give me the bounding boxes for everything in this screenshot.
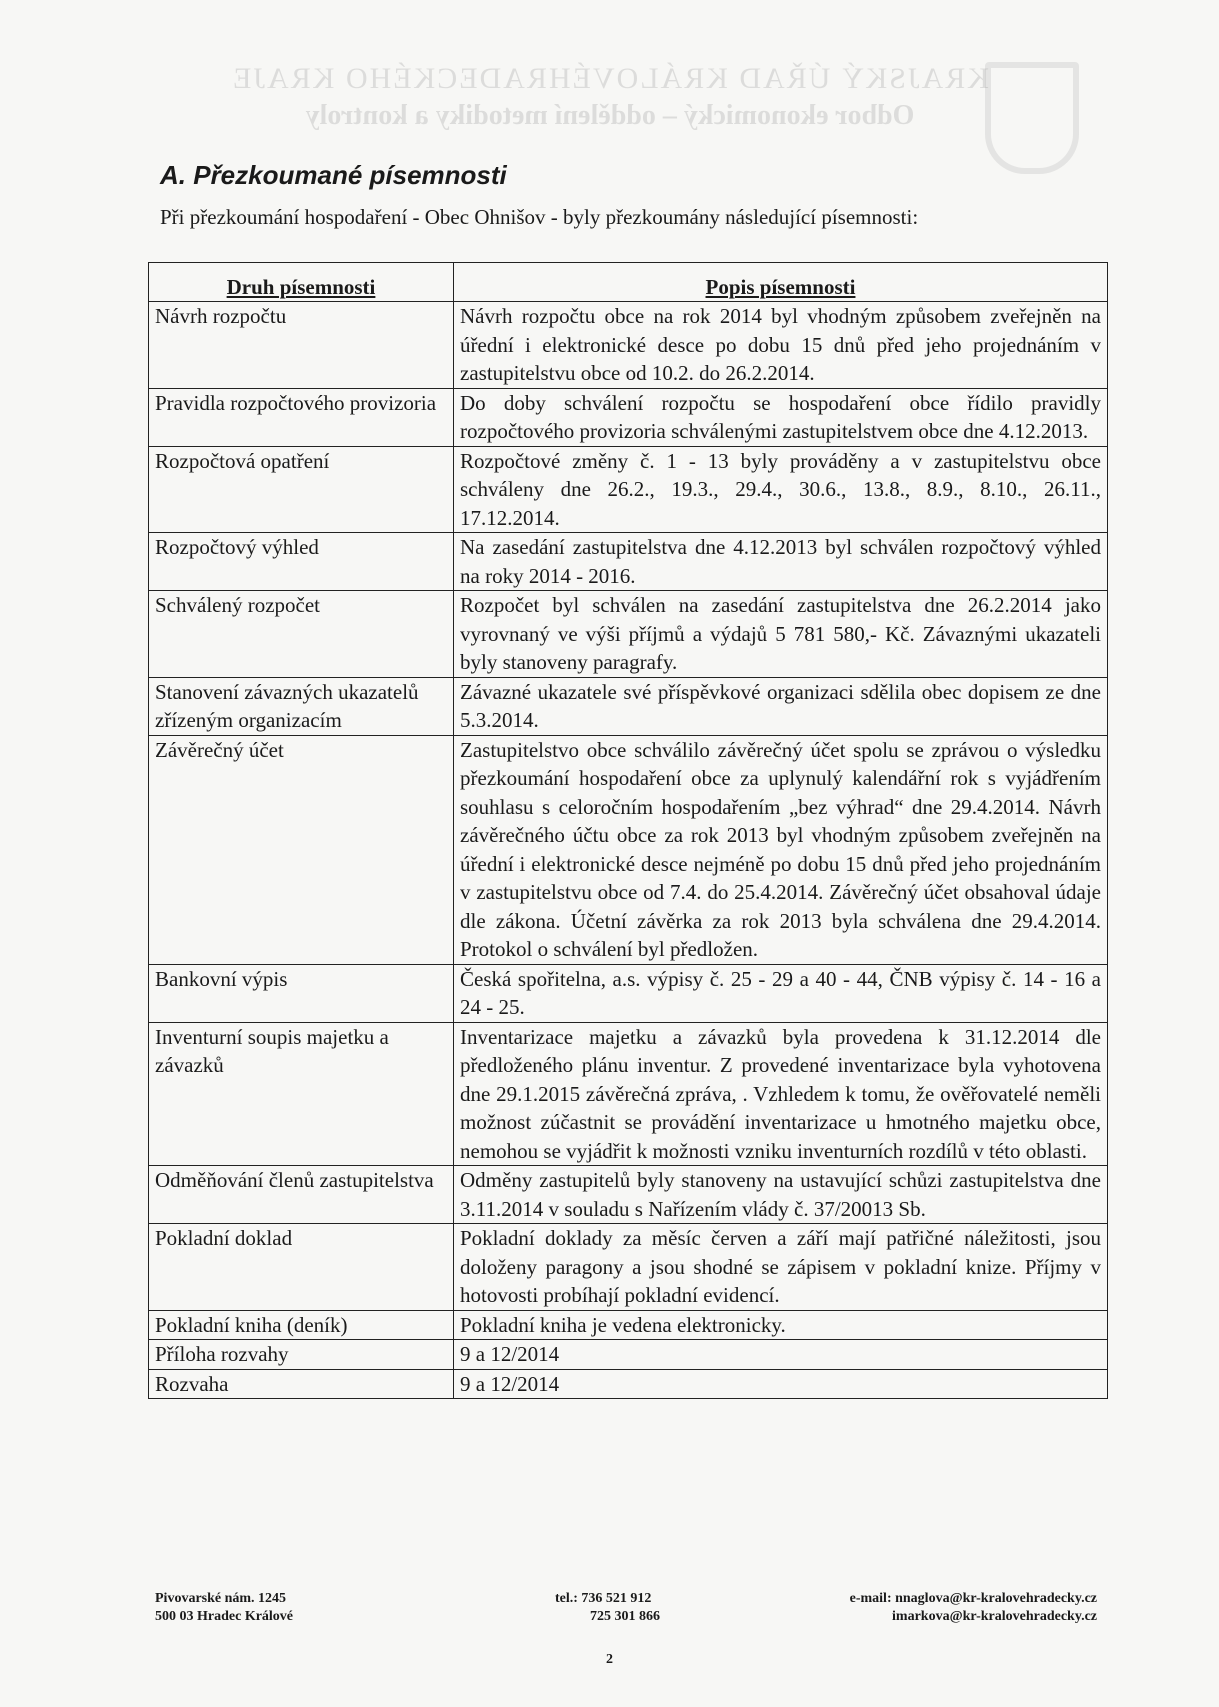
page-number: 2 xyxy=(606,1652,613,1667)
document-type: Pokladní doklad xyxy=(149,1224,454,1311)
ghost-header-line1: KRAJSKÝ ÚŘAD KRÁLOVÉHRADECKÉHO KRAJE xyxy=(231,62,989,95)
header-document-type: Druh písemnosti xyxy=(149,263,454,302)
table-row xyxy=(149,533,1108,591)
document-description: Návrh rozpočtu obce na rok 2014 byl vhodným způsobem zveřejněn na úřední i elektronické desce po dobu 15 dnů před jeho projednáním v zastupitelstvu obce od 10.2. do 26.2.2014. xyxy=(454,302,1108,389)
table-row xyxy=(149,1340,1108,1370)
footer-email-line1: e-mail: nnaglova@kr-kralovehradecky.cz xyxy=(849,1591,1097,1606)
document-type: Pokladní kniha (deník) xyxy=(149,1310,454,1340)
document-type: Odměňování členů zastupitelstva xyxy=(149,1166,454,1224)
document-type: Závěrečný účet xyxy=(149,735,454,964)
document-description: Do doby schválení rozpočtu se hospodaření obce řídilo pravidly rozpočtového provizoria schválenými zastupitelstvem obce dne 4.12.2013. xyxy=(454,388,1108,446)
footer-email-line2: imarkova@kr-kralovehradecky.cz xyxy=(892,1609,1097,1624)
document-description: 9 a 12/2014 xyxy=(454,1340,1108,1370)
table-row xyxy=(149,1022,1108,1166)
ghost-header-line2: Odbor ekonomický – oddělení metodiky a kontroly xyxy=(305,100,915,131)
table-row xyxy=(149,1166,1108,1224)
document-type: Schválený rozpočet xyxy=(149,591,454,678)
document-type: Bankovní výpis xyxy=(149,964,454,1022)
footer-phone-line1: tel.: 736 521 912 xyxy=(555,1591,652,1606)
document-type: Rozpočtová opatření xyxy=(149,446,454,533)
footer-address xyxy=(155,1590,293,1626)
table-header-row xyxy=(149,263,1108,302)
footer-phone xyxy=(555,1590,660,1626)
document-description: Rozpočet byl schválen na zasedání zastupitelstva dne 26.2.2014 jako vyrovnaný ve výši příjmů a výdajů 5 781 580,- Kč. Závaznými ukazateli byly stanoveny paragrafy. xyxy=(454,591,1108,678)
footer-phone-line2: 725 301 866 xyxy=(590,1609,660,1624)
document-type: Rozpočtový výhled xyxy=(149,533,454,591)
intro-text: Při přezkoumání hospodaření - Obec Ohnišov - byly přezkoumány následující písemnosti: xyxy=(160,205,919,229)
document-type: Inventurní soupis majetku a závazků xyxy=(149,1022,454,1166)
table-row xyxy=(149,1369,1108,1399)
table-row xyxy=(149,677,1108,735)
document-description: Na zasedání zastupitelstva dne 4.12.2013 byl schválen rozpočtový výhled na roky 2014 - 2016. xyxy=(454,533,1108,591)
table-row xyxy=(149,964,1108,1022)
reverse-side-header xyxy=(160,62,1060,132)
table-row xyxy=(149,735,1108,964)
document-description: Inventarizace majetku a závazků byla provedena k 31.12.2014 dle předloženého plánu inventur. Z provedené inventarizace byla vyhotovena dne 29.1.2015 závěrečná zpráva, . Vzhledem k tomu, že ověřovatelé neměli možnost zúčastnit se provádění inventarizace u hmotného majetku obce, nemohou se vyjádřit k možnosti vzniku inventurních rozdílů v této oblasti. xyxy=(454,1022,1108,1166)
table-row xyxy=(149,1310,1108,1340)
document-description: Závazné ukazatele své příspěvkové organizaci sdělila obec dopisem ze dne 5.3.2014. xyxy=(454,677,1108,735)
document-type: Návrh rozpočtu xyxy=(149,302,454,389)
documents-table xyxy=(148,262,1108,1399)
document-description: Rozpočtové změny č. 1 - 13 byly prováděny a v zastupitelstvu obce schváleny dne 26.2., 19.3., 29.4., 30.6., 13.8., 8.9., 8.10., 26.11., 17.12.2014. xyxy=(454,446,1108,533)
document-description: Pokladní kniha je vedena elektronicky. xyxy=(454,1310,1108,1340)
document-description: Odměny zastupitelů byly stanoveny na ustavující schůzi zastupitelstva dne 3.11.2014 v souladu s Nařízením vlády č. 37/20013 Sb. xyxy=(454,1166,1108,1224)
header-document-description: Popis písemnosti xyxy=(454,263,1108,302)
document-description: Česká spořitelna, a.s. výpisy č. 25 - 29 a 40 - 44, ČNB výpisy č. 14 - 16 a 24 - 25. xyxy=(454,964,1108,1022)
footer-email xyxy=(795,1590,1097,1626)
footer-address-line1: Pivovarské nám. 1245 xyxy=(155,1591,287,1606)
footer-address-line2: 500 03 Hradec Králové xyxy=(155,1609,294,1624)
document-description: 9 a 12/2014 xyxy=(454,1369,1108,1399)
crest-icon xyxy=(985,62,1079,174)
document-type: Rozvaha xyxy=(149,1369,454,1399)
table-row xyxy=(149,388,1108,446)
document-description: Zastupitelstvo obce schválilo závěrečný účet spolu se zprávou o výsledku přezkoumání hospodaření obce za uplynulý kalendářní rok s vyjádřením souhlasu s celoročním hospodařením „bez výhrad“ dne 29.4.2014. Návrh závěrečného účtu obce za rok 2013 byl vhodným způsobem zveřejněn na úřední i elektronické desce nejméně po dobu 15 dnů před jeho projednáním v zastupitelstvu obce od 7.4. do 25.4.2014. Závěrečný účet obsahoval údaje dle zákona. Účetní závěrka za rok 2013 byla schválena dne 29.4.2014. Protokol o schválení byl předložen. xyxy=(454,735,1108,964)
table-row xyxy=(149,446,1108,533)
table-row xyxy=(149,302,1108,389)
document-type: Stanovení závazných ukazatelů zřízeným organizacím xyxy=(149,677,454,735)
table-row xyxy=(149,591,1108,678)
document-type: Pravidla rozpočtového provizoria xyxy=(149,388,454,446)
document-description: Pokladní doklady za měsíc červen a září mají patřičné náležitosti, jsou doloženy paragony a jsou shodné se zápisem v pokladní knize. Příjmy v hotovosti probíhají pokladní evidencí. xyxy=(454,1224,1108,1311)
table-row xyxy=(149,1224,1108,1311)
section-title: A. Přezkoumané písemnosti xyxy=(160,160,507,190)
document-type: Příloha rozvahy xyxy=(149,1340,454,1370)
